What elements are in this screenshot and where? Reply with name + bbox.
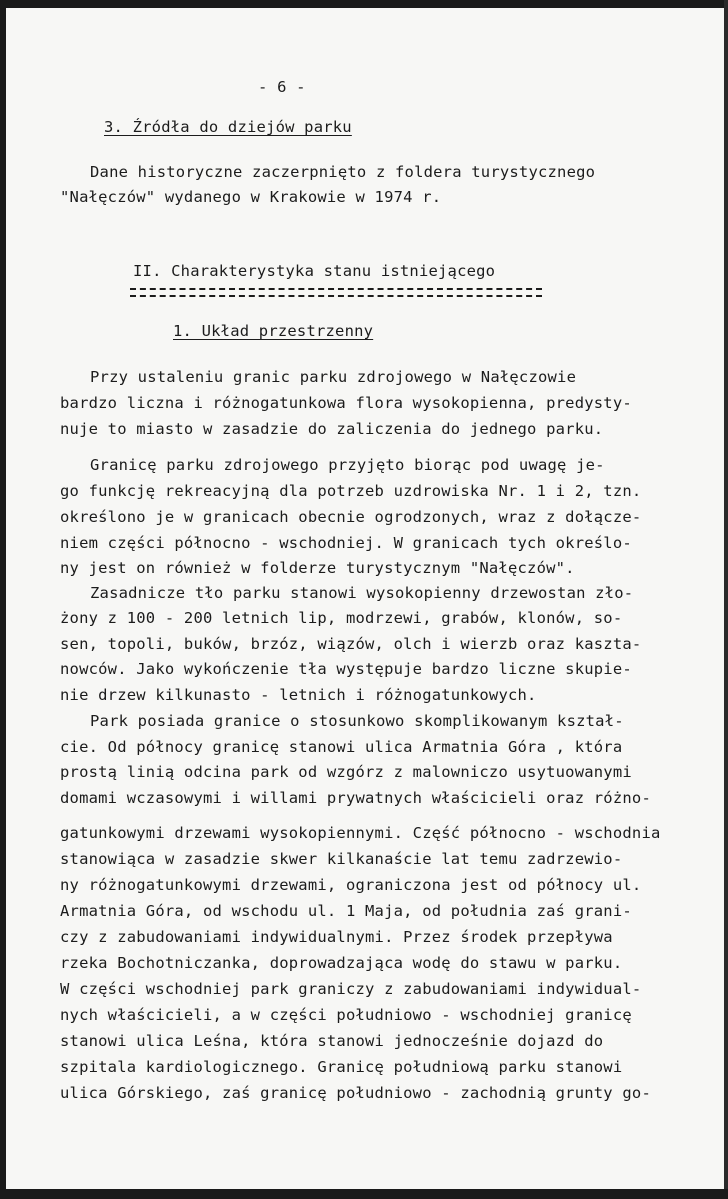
text-line: domami wczasowymi i willami prywatnych właścicieli oraz różno- [60, 789, 651, 807]
text-line: Dane historyczne zaczerpnięto z foldera turystycznego [90, 163, 596, 181]
text-line: nowców. Jako wykończenie tła występuje bardzo liczne skupie- [60, 660, 632, 678]
text-line: bardzo liczna i różnogatunkowa flora wysokopienna, predysty- [60, 394, 632, 412]
text-line: rzeka Bochotniczanka, doprowadzająca wodę do stawu w parku. [60, 954, 623, 972]
text-line: ulica Górskiego, zaś granicę południowo - zachodnią grunty go- [60, 1084, 651, 1102]
scan-border-top [0, 0, 728, 8]
text-line: nuje to miasto w zasadzie do zaliczenia do jednego parku. [60, 420, 604, 438]
text-line: stanowi ulica Leśna, która stanowi jednocześnie dojazd do [60, 1032, 604, 1050]
double-underline-bottom [130, 295, 542, 299]
chapter-2-heading: II. Charakterystyka stanu istniejącego [133, 262, 496, 280]
text-line: go funkcję rekreacyjną dla potrzeb uzdrowiska Nr. 1 i 2, tzn. [60, 482, 642, 500]
text-line: Park posiada granice o stosunkowo skomplikowanym kształ- [90, 712, 624, 730]
scan-border-right [724, 0, 728, 1199]
subsection-1-heading: 1. Układ przestrzenny [173, 322, 374, 340]
text-line: niem części północno - wschodniej. W granicach tych określo- [60, 534, 632, 552]
text-line: nych właścicieli, a w części południowo - wschodniej granicę [60, 1006, 632, 1024]
text-line: stanowiąca w zasadzie skwer kilkanaście lat temu zadrzewio- [60, 850, 623, 868]
text-line: ny jest on również w folderze turystycznym "Nałęczów". [60, 559, 575, 577]
text-line: gatunkowymi drzewami wysokopiennymi. Część północno - wschodnia [60, 824, 661, 842]
text-line: Zasadnicze tło parku stanowi wysokopienny drzewostan zło- [90, 584, 634, 602]
text-line: żony z 100 - 200 letnich lip, modrzewi, grabów, klonów, so- [60, 609, 623, 627]
text-line: ny różnogatunkowymi drzewami, ograniczona jest od północy ul. [60, 876, 642, 894]
text-line: W części wschodniej park graniczy z zabudowaniami indywidual- [60, 980, 642, 998]
text-line: szpitala kardiologicznego. Granicę południową parku stanowi [60, 1058, 623, 1076]
page-number: - 6 - [258, 78, 306, 96]
text-line: Armatnia Góra, od wschodu ul. 1 Maja, od południa zaś grani- [60, 902, 632, 920]
section-3-heading: 3. Źródła do dziejów parku [104, 118, 352, 136]
double-underline-top [130, 288, 542, 292]
text-line: Przy ustaleniu granic parku zdrojowego w Nałęczowie [90, 368, 577, 386]
text-line: nie drzew kilkunasto - letnich i różnogatunkowych. [60, 686, 537, 704]
scan-border-bottom [0, 1189, 728, 1199]
text-line: sen, topoli, buków, brzóz, wiązów, olch i wierzb oraz kaszta- [60, 635, 642, 653]
text-line: określono je w granicach obecnie ogrodzonych, wraz z dołącze- [60, 508, 642, 526]
text-line: Granicę parku zdrojowego przyjęto biorąc pod uwagę je- [90, 456, 605, 474]
text-line: "Nałęczów" wydanego w Krakowie w 1974 r. [60, 188, 442, 206]
text-line: prostą linią odcina park od wzgórz z malowniczo usytuowanymi [60, 763, 632, 781]
text-line: czy z zabudowaniami indywidualnymi. Przez środek przepływa [60, 928, 613, 946]
text-line: cie. Od północy granicę stanowi ulica Armatnia Góra , która [60, 738, 623, 756]
